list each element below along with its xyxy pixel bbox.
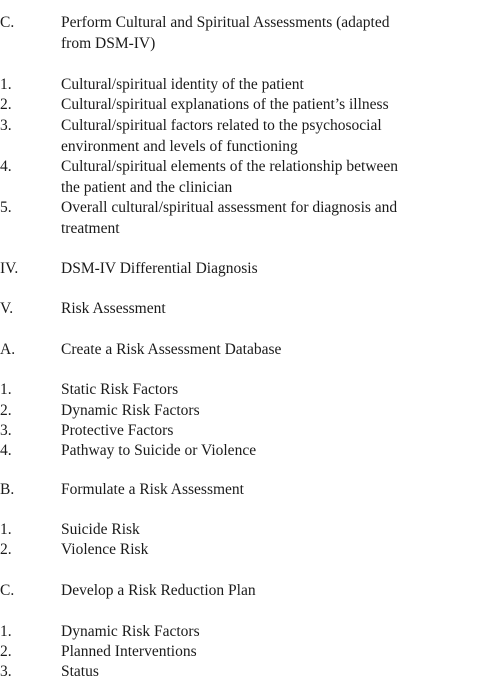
outline-text-line: Suicide Risk bbox=[61, 521, 140, 538]
outline-marker: 1. bbox=[0, 623, 12, 640]
outline-text-line: Cultural/spiritual identity of the patient bbox=[61, 76, 304, 93]
outline-text-line: the patient and the clinician bbox=[61, 178, 233, 196]
outline-text-line: Develop a Risk Reduction Plan bbox=[61, 582, 256, 599]
outline-text bbox=[61, 198, 471, 239]
outline-marker: 2. bbox=[0, 402, 12, 419]
outline-text-line: Formulate a Risk Assessment bbox=[61, 481, 244, 498]
outline-marker: A. bbox=[0, 341, 16, 358]
outline-text-line: Dynamic Risk Factors bbox=[61, 623, 200, 640]
outline-text-line: Status bbox=[61, 663, 99, 680]
outline-marker: 1. bbox=[0, 76, 12, 93]
outline-text bbox=[61, 401, 471, 422]
outline-text-line: Pathway to Suicide or Violence bbox=[61, 442, 257, 459]
outline-text bbox=[61, 520, 471, 541]
outline-text-line: Risk Assessment bbox=[61, 300, 166, 317]
outline-text bbox=[61, 581, 471, 602]
outline-marker: 5. bbox=[0, 199, 12, 216]
outline-marker: 1. bbox=[0, 381, 12, 398]
outline-text-line: Cultural/spiritual explanations of the patient’s illness bbox=[61, 96, 389, 113]
outline-text-line: DSM-IV Differential Diagnosis bbox=[61, 260, 258, 277]
outline-marker: 4. bbox=[0, 442, 12, 459]
outline-text bbox=[61, 622, 471, 643]
outline-text bbox=[61, 380, 471, 401]
outline-marker: V. bbox=[0, 300, 14, 317]
outline-marker: 2. bbox=[0, 541, 12, 558]
outline-text bbox=[61, 116, 471, 157]
outline-text bbox=[61, 642, 471, 663]
outline-text bbox=[61, 441, 471, 462]
outline-marker: C. bbox=[0, 582, 15, 599]
outline-marker: 2. bbox=[0, 96, 12, 113]
outline-text-line: Cultural/spiritual factors related to the psychosocial bbox=[61, 117, 382, 134]
outline-text-line: environment and levels of functioning bbox=[61, 137, 298, 155]
outline-text-line: treatment bbox=[61, 219, 120, 237]
outline-marker: 3. bbox=[0, 663, 12, 680]
outline-text bbox=[61, 340, 471, 361]
outline-text bbox=[61, 662, 471, 683]
outline-text bbox=[61, 421, 471, 442]
outline-marker: C. bbox=[0, 14, 15, 31]
outline-text bbox=[61, 259, 471, 280]
outline-text bbox=[61, 75, 471, 96]
outline-text-line: Violence Risk bbox=[61, 541, 149, 558]
outline-marker: 3. bbox=[0, 117, 12, 134]
outline-text bbox=[61, 95, 471, 116]
outline-marker: IV. bbox=[0, 260, 19, 277]
outline-marker: B. bbox=[0, 481, 15, 498]
outline-text-line: Perform Cultural and Spiritual Assessments (adapted bbox=[61, 14, 390, 31]
outline-marker: 3. bbox=[0, 422, 12, 439]
outline-text bbox=[61, 299, 471, 320]
outline-text bbox=[61, 480, 471, 501]
outline-text bbox=[61, 540, 471, 561]
outline-marker: 2. bbox=[0, 643, 12, 660]
outline-marker: 4. bbox=[0, 158, 12, 175]
outline-marker: 1. bbox=[0, 521, 12, 538]
outline-text-line: Dynamic Risk Factors bbox=[61, 402, 200, 419]
outline-text-line: Cultural/spiritual elements of the relationship between bbox=[61, 158, 399, 175]
outline-text-line: Planned Interventions bbox=[61, 643, 197, 660]
outline-text-line: Create a Risk Assessment Database bbox=[61, 341, 282, 358]
outline-text-line: from DSM-IV) bbox=[61, 34, 156, 52]
outline-text-line: Overall cultural/spiritual assessment for diagnosis and bbox=[61, 199, 398, 216]
outline-text-line: Protective Factors bbox=[61, 422, 174, 439]
outline-text bbox=[61, 157, 471, 198]
outline-text-line: Static Risk Factors bbox=[61, 381, 179, 398]
outline-text bbox=[61, 13, 471, 54]
